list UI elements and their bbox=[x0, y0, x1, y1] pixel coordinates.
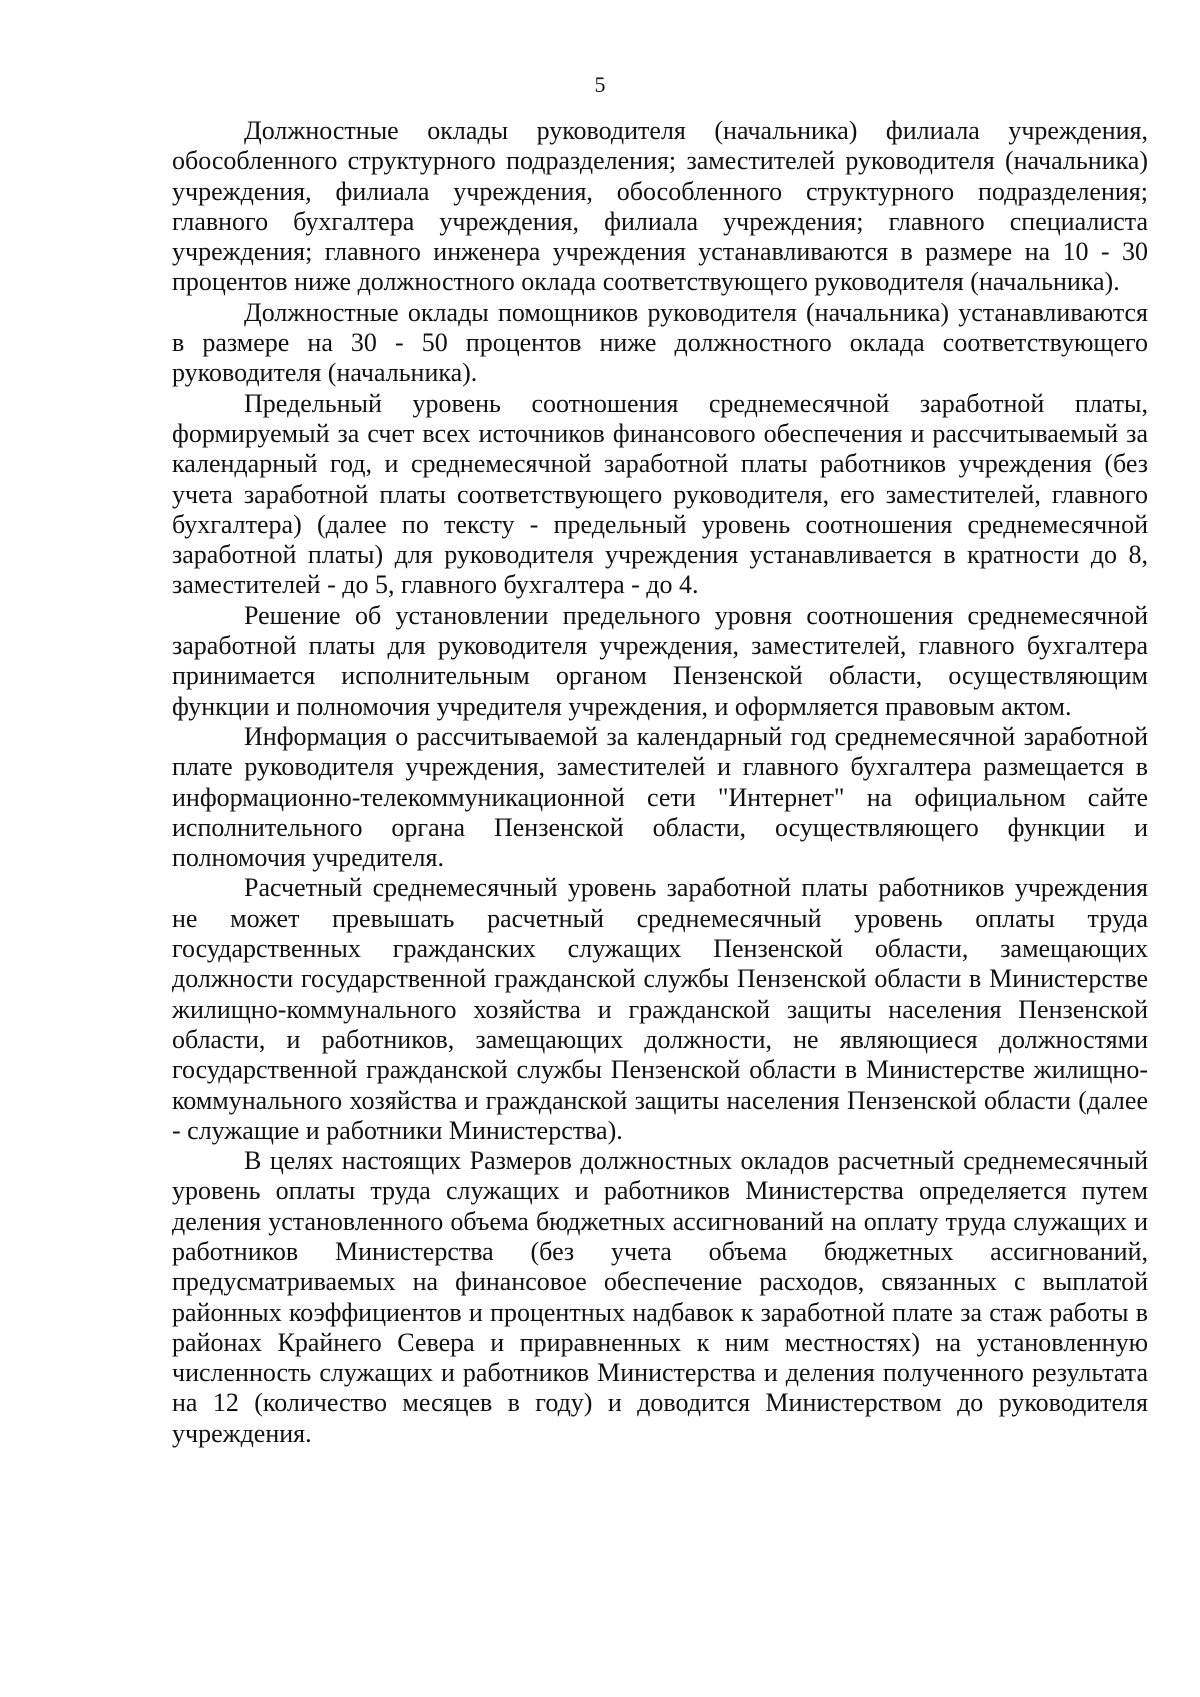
paragraph-4: Решение об установлении предельного уровня соотношения среднемесячной заработной платы для руководителя учреждения, заместителей, главного бухгалтера принимается исполнительным органом Пензенской области, осуществляющим функции и полномочия учредителя учреждения, и оформляется правовым актом. bbox=[172, 600, 1148, 721]
paragraph-6: Расчетный среднемесячный уровень заработной платы работников учреждения не может превышать расчетный среднемесячный уровень оплаты труда государственных гражданских служащих Пензенской области, замещающих должности государственной гражданской службы Пензенской области в Министерстве жилищно-коммунального хозяйства и гражданской защиты населения Пензенской области, и работников, замещающих должности, не являющиеся должностями государственной гражданской службы Пензенской области в Министерстве жилищно-коммунального хозяйства и гражданской защиты населения Пензенской области (далее - служащие и работники Министерства). bbox=[172, 873, 1148, 1145]
paragraph-2: Должностные оклады помощников руководителя (начальника) устанавливаются в размере на 30 - 50 процентов ниже должностного оклада соответствующего руководителя (начальника). bbox=[172, 297, 1148, 388]
paragraph-3: Предельный уровень соотношения среднемесячной заработной платы, формируемый за счет всех источников финансового обеспечения и рассчитываемый за календарный год, и среднемесячной заработной платы работников учреждения (без учета заработной платы соответствующего руководителя, его заместителей, главного бухгалтера) (далее по тексту - предельный уровень соотношения среднемесячной заработной платы) для руководителя учреждения устанавливается в кратности до 8, заместителей - до 5, главного бухгалтера - до 4. bbox=[172, 388, 1148, 600]
paragraph-1: Должностные оклады руководителя (начальника) филиала учреждения, обособленного структурного подразделения; заместителей руководителя (начальника) учреждения, филиала учреждения, обособленного структурного подразделения; главного бухгалтера учреждения, филиала учреждения; главного специалиста учреждения; главного инженера учреждения устанавливаются в размере на 10 - 30 процентов ниже должностного оклада соответствующего руководителя (начальника). bbox=[172, 116, 1148, 297]
paragraph-5: Информация о рассчитываемой за календарный год среднемесячной заработной плате руководителя учреждения, заместителей и главного бухгалтера размещается в информационно-телекоммуникационной сети "Интернет" на официальном сайте исполнительного органа Пензенской области, осуществляющего функции и полномочия учредителя. bbox=[172, 721, 1148, 873]
paragraph-7: В целях настоящих Размеров должностных окладов расчетный среднемесячный уровень оплаты труда служащих и работников Министерства определяется путем деления установленного объема бюджетных ассигнований на оплату труда служащих и работников Министерства (без учета объема бюджетных ассигнований, предусматриваемых на финансовое обеспечение расходов, связанных с выплатой районных коэффициентов и процентных надбавок к заработной плате за стаж работы в районах Крайнего Севера и приравненных к ним местностях) на установленную численность служащих и работников Министерства и деления полученного результата на 12 (количество месяцев в году) и доводится Министерством до руководителя учреждения. bbox=[172, 1146, 1148, 1448]
document-body bbox=[172, 116, 1148, 1449]
page-number: 5 bbox=[594, 72, 606, 97]
